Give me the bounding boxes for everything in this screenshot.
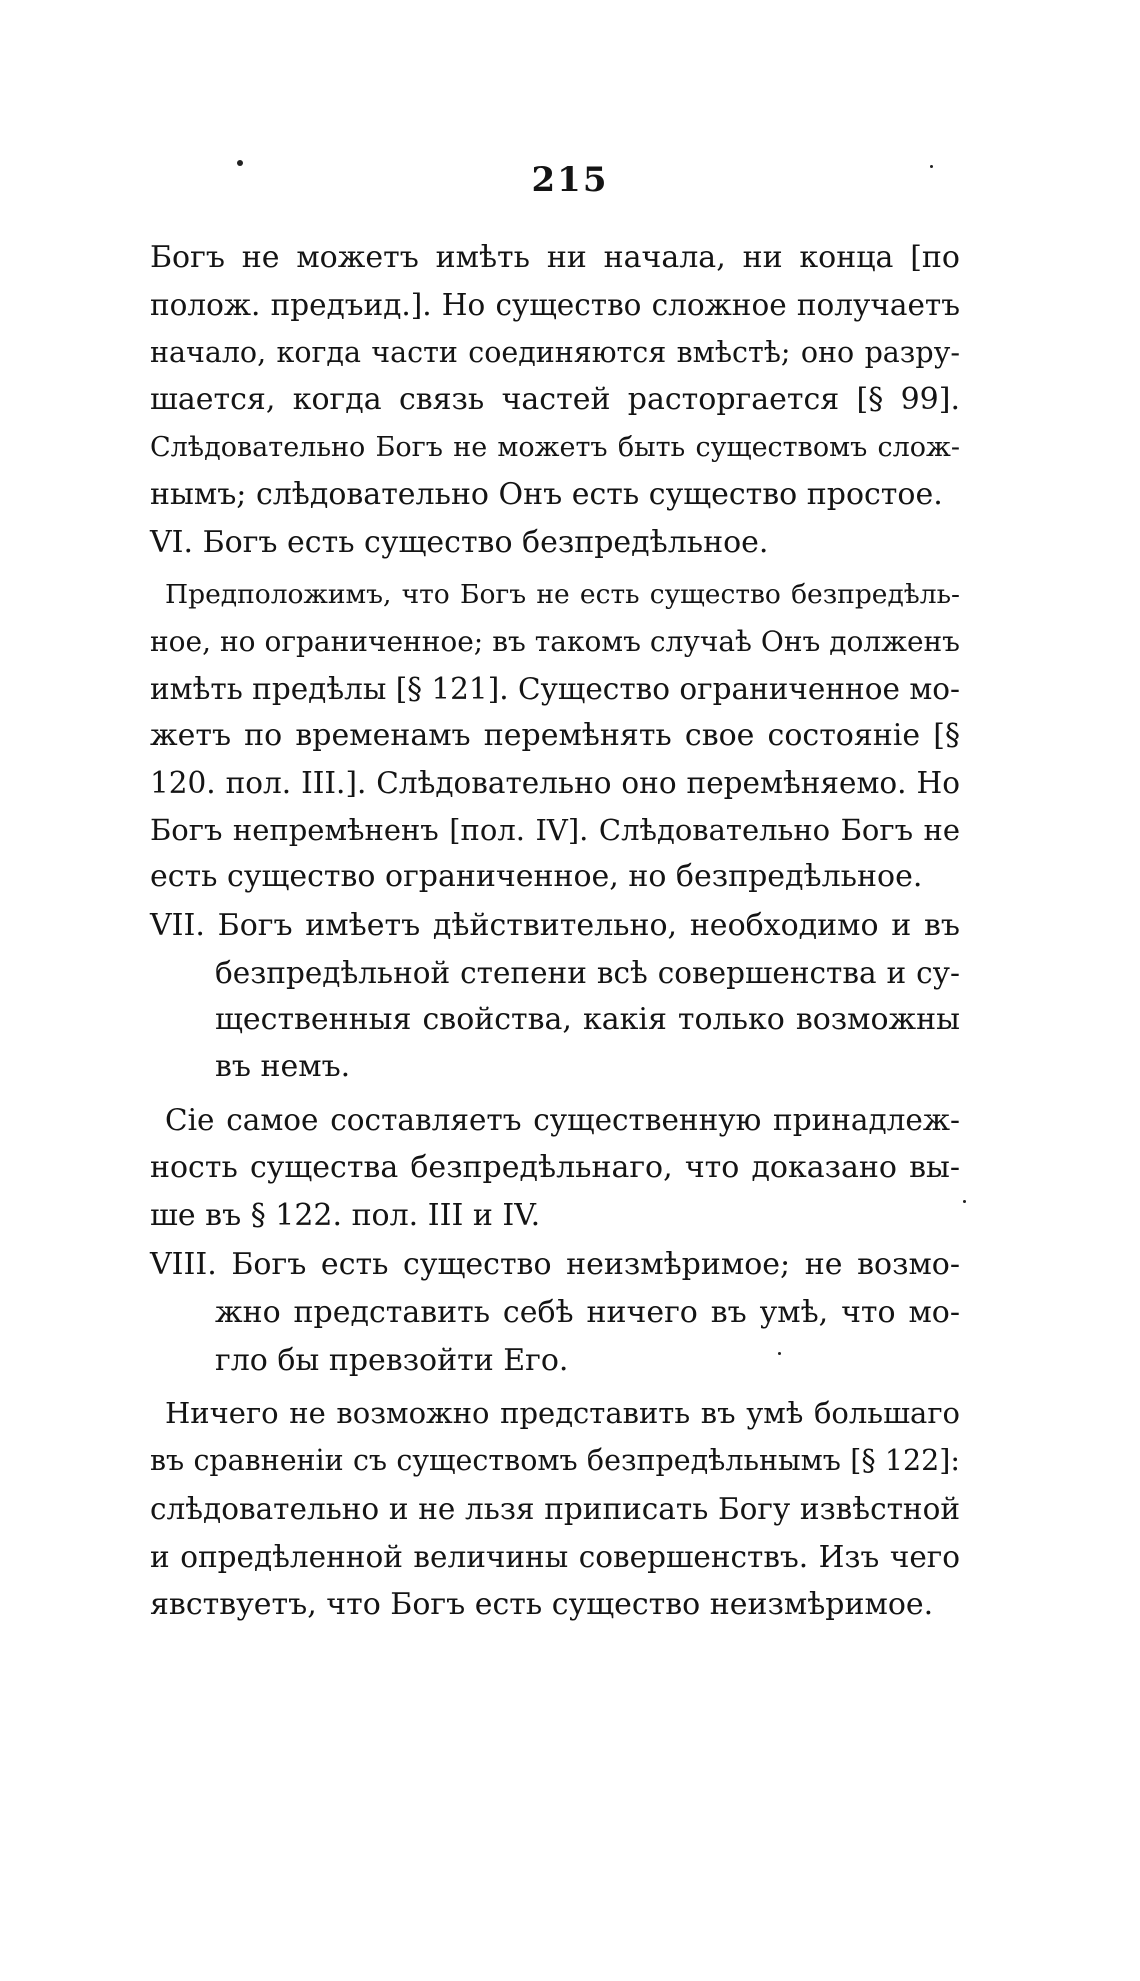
text-line: нымъ; слѣдовательно Онъ есть существо простое. (150, 477, 943, 512)
text-line: явствуетъ, что Богъ есть существо неизмѣримое. (150, 1587, 934, 1622)
text-line: Слѣдовательно Богъ не можетъ быть существомъ слож- (150, 432, 960, 463)
text-line: жетъ по временамъ перемѣнять свое состояніе [§ (150, 718, 960, 753)
section-heading-line: щественныя свойства, какія только возможны (215, 1002, 960, 1037)
section-heading-line: гло бы превзойти Его. (215, 1343, 569, 1378)
text-line: Сіе самое составляетъ существенную принадлеж- (165, 1103, 960, 1137)
text-line: 120. пол. III.]. Слѣдовательно оно перемѣняемо. Но (150, 766, 960, 800)
page-number: 215 (531, 160, 609, 200)
section-heading-line: безпредѣльной степени всѣ совершенства и су- (215, 956, 960, 990)
section-heading: VIII. Богъ есть существо неизмѣримое; не возмо- (150, 1247, 960, 1282)
text-line: есть существо ограниченное, но безпредѣльное. (150, 859, 923, 894)
text-line: имѣть предѣлы [§ 121]. Существо ограниченное мо- (150, 672, 960, 706)
text-line: шается, когда связь частей расторгается [§ 99]. (150, 382, 960, 417)
text-line: въ сравненіи съ существомъ безпредѣльнымъ [§ 122]: (150, 1444, 960, 1477)
text-line: Предположимъ, что Богъ не есть существо безпредѣль- (165, 579, 960, 610)
text-line: и опредѣленной величины совершенствъ. Изъ чего (150, 1540, 960, 1574)
text-line: ше въ § 122. пол. III и IV. (150, 1198, 541, 1233)
text-line: полож. предъид.]. Но существо сложное получаетъ (150, 288, 960, 322)
text-line: ность существа безпредѣльнаго, что доказано вы- (150, 1150, 960, 1185)
text-line: Богъ не можетъ имѣть ни начала, ни конца [по (150, 240, 960, 275)
text-line: начало, когда части соединяются вмѣстѣ; оно разру- (150, 336, 960, 369)
section-heading-line: въ немъ. (215, 1049, 351, 1084)
ink-speck (963, 1200, 966, 1203)
section-heading: VII. Богъ имѣетъ дѣйствительно, необходимо и въ (150, 908, 960, 943)
section-heading: VI. Богъ есть существо безпредѣльное. (150, 525, 769, 560)
text-line: ное, но ограниченное; въ такомъ случаѣ Онъ долженъ (150, 625, 960, 658)
section-heading-line: жно представить себѣ ничего въ умѣ, что мо- (215, 1295, 960, 1330)
text-line: Ничего не возможно представить въ умѣ большаго (165, 1396, 960, 1430)
text-line: слѣдовательно и не льзя приписать Богу извѣстной (150, 1492, 960, 1526)
text-line: Богъ непремѣненъ [пол. IV]. Слѣдовательно Богъ не (150, 813, 960, 847)
